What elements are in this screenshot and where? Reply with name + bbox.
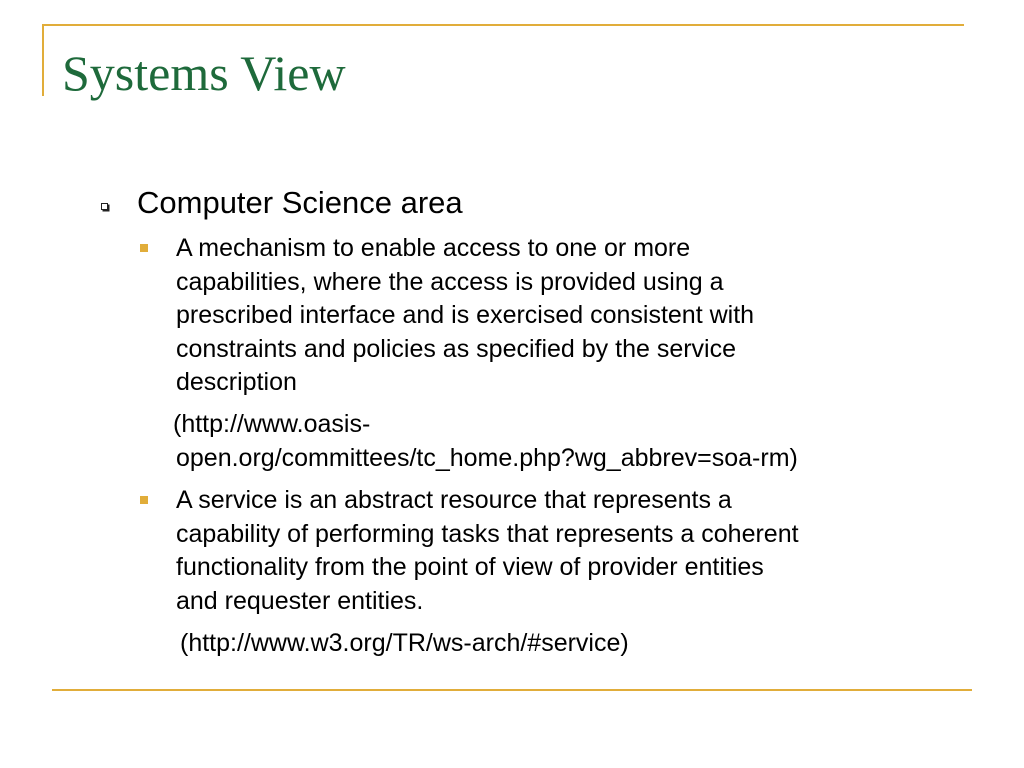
frame-left-rule [42,24,44,96]
text-line: capabilities, where the access is provided using a [176,267,724,296]
filled-square-bullet-icon [140,496,148,504]
citation-oasis [173,408,798,475]
text-line: prescribed interface and is exercised consistent with [176,301,755,329]
text-line: capability of performing tasks that represents a coherent [176,519,799,548]
filled-square-bullet-icon [140,244,148,252]
citation-line: (http://www.w3.org/TR/ws-arch/#service) [180,629,629,657]
text-line: description [176,368,297,396]
sub-bullet-text [176,232,978,400]
sub-bullet-text [176,484,978,618]
frame-top-rule [42,24,964,26]
citation-line: (http://www.oasis- [173,410,371,438]
sub-bullet-mechanism [138,232,978,400]
text-line: constraints and policies as specified by the service [176,334,737,363]
citation-line: open.org/committees/tc_home.php?wg_abbrev=soa-rm) [176,443,798,472]
frame-bottom-rule [52,689,972,691]
text-line: A service is an abstract resource that represents a [176,486,732,514]
text-line: and requester entities. [176,586,424,615]
text-line: A mechanism to enable access to one or more [176,234,691,262]
sub-bullet-service [138,484,978,618]
bullet-text: Computer Science area [137,185,463,220]
citation-w3c [180,627,629,661]
text-line: functionality from the point of view of provider entities [176,553,764,581]
hollow-square-bullet-icon [101,203,108,210]
bullet-computer-science-area [100,183,980,223]
slide-title: Systems View [62,45,346,101]
